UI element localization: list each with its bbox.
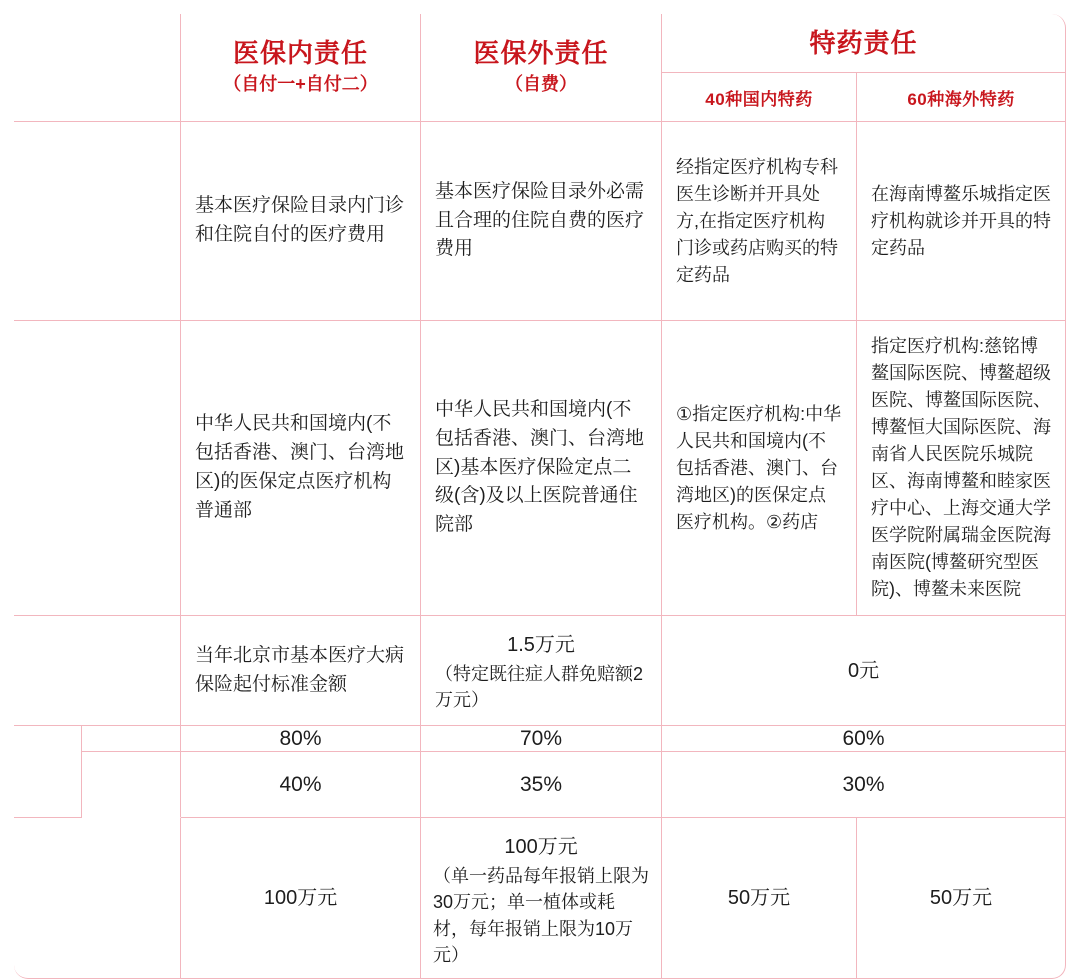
cell-amount-domestic bbox=[662, 818, 857, 978]
cell-coverage-overseas-text: 在海南博鳌乐城指定医疗机构就诊并开具的特定药品 bbox=[871, 183, 1052, 258]
header-title-special-drug: 特药责任 bbox=[809, 27, 918, 58]
header-label-special-domestic: 40种国内特药 bbox=[705, 89, 813, 109]
cell-deductible-out-plan-note: （特定既往症人群免赔额2万元） bbox=[435, 664, 644, 711]
cell-hospital-domestic bbox=[662, 321, 857, 616]
cell-deductible-special bbox=[662, 616, 1066, 726]
row-label-payout-ratio-text: 给付比例 bbox=[23, 743, 72, 798]
header-cell-special-overseas bbox=[857, 73, 1066, 122]
cell-hospital-in-plan bbox=[181, 321, 421, 616]
cell-amount-out-plan-amount: 100万元 bbox=[504, 836, 578, 859]
header-cell-special-domestic bbox=[662, 73, 857, 122]
cell-coverage-out-plan bbox=[421, 122, 662, 321]
table-header-row-primary bbox=[14, 14, 1066, 73]
cell-amount-out-plan bbox=[421, 818, 662, 978]
cell-hospital-out-plan bbox=[421, 321, 662, 616]
header-sub-out-plan: （自费） bbox=[505, 74, 578, 95]
cell-coverage-domestic bbox=[662, 122, 857, 321]
cell-payout-healthy-special-text: 60% bbox=[842, 726, 885, 750]
header-title-in-plan: 医保内责任 bbox=[233, 37, 369, 68]
cell-coverage-out-plan-text: 基本医疗保险目录外必需且合理的住院自费的医疗费用 bbox=[435, 180, 645, 260]
row-label-sub-insured-amount bbox=[14, 818, 181, 978]
table-row-hospital-scope bbox=[14, 321, 1066, 616]
table-row-payout-preexisting bbox=[14, 752, 1066, 818]
table-row-deductible bbox=[14, 616, 1066, 726]
cell-amount-in-plan-text: 100万元 bbox=[263, 887, 338, 910]
product-liability-comparison-table bbox=[14, 14, 1066, 979]
cell-hospital-overseas-text: 指定医疗机构:慈铭博鳌国际医院、博鳌超级医院、博鳌国际医院、博鳌恒大国际医院、海南省人民医院乐城院区、海南博鳌和睦家医疗中心、上海交通大学医学院附属瑞金医院海南医院(博鳌研究型医院)、博鳌未来医院 bbox=[871, 336, 1052, 599]
cell-coverage-domestic-text: 经指定医疗机构专科医生诊断并开具处方,在指定医疗机构门诊或药店购买的特定药品 bbox=[676, 156, 839, 285]
table-row-coverage bbox=[14, 122, 1066, 321]
header-label-product-liability: 产品责任 bbox=[45, 55, 150, 84]
cell-payout-preexisting-in-plan bbox=[181, 752, 421, 818]
cell-deductible-out-plan-amount: 1.5万元 bbox=[507, 634, 575, 656]
header-cell-out-plan bbox=[421, 14, 662, 122]
cell-payout-healthy-special bbox=[662, 726, 1066, 752]
header-title-out-plan: 医保外责任 bbox=[473, 37, 609, 68]
row-label-sub-insured-amount-text: 分项保险金额 bbox=[19, 886, 176, 915]
row-sublabel-preexisting-text: 特定既往症人群 bbox=[89, 760, 173, 809]
cell-deductible-in-plan bbox=[181, 616, 421, 726]
header-sub-in-plan: （自付一+自付二） bbox=[223, 74, 378, 95]
header-cell-special-drug bbox=[662, 14, 1066, 73]
row-sublabel-healthy-text: 健康人群 bbox=[89, 727, 173, 751]
cell-amount-out-plan-note: （单一药品每年报销上限为30万元；单一植体或耗材，每年报销上限为10万元） bbox=[433, 866, 650, 965]
row-label-deductible bbox=[14, 616, 181, 726]
row-label-hospital-scope-text: 医院范围 bbox=[45, 456, 150, 484]
row-sublabel-preexisting bbox=[82, 752, 181, 818]
row-label-payout-ratio bbox=[14, 726, 82, 818]
header-cell-in-plan bbox=[181, 14, 421, 122]
table-row-sub-insured-amount bbox=[14, 818, 1066, 978]
cell-coverage-in-plan bbox=[181, 122, 421, 321]
cell-payout-preexisting-special bbox=[662, 752, 1066, 818]
cell-deductible-special-text: 0元 bbox=[847, 659, 880, 682]
cell-deductible-out-plan bbox=[421, 616, 662, 726]
row-label-coverage bbox=[14, 122, 181, 321]
cell-deductible-in-plan-text: 当年北京市基本医疗大病保险起付标准金额 bbox=[195, 644, 405, 695]
table-row-payout-healthy bbox=[14, 726, 1066, 752]
cell-hospital-domestic-text: ①指定医疗机构:中华人民共和国境内(不包括香港、澳门、台湾地区)的医保定点医疗机构。②药店 bbox=[676, 403, 842, 532]
cell-hospital-overseas bbox=[857, 321, 1066, 616]
cell-amount-overseas bbox=[857, 818, 1066, 978]
cell-payout-preexisting-special-text: 30% bbox=[842, 772, 885, 796]
header-cell-product-liability bbox=[14, 14, 181, 122]
cell-payout-healthy-out-plan-text: 70% bbox=[520, 726, 563, 750]
cell-payout-healthy-in-plan bbox=[181, 726, 421, 752]
cell-amount-overseas-text: 50万元 bbox=[929, 887, 993, 910]
cell-payout-preexisting-out-plan bbox=[421, 752, 662, 818]
cell-hospital-in-plan-text: 中华人民共和国境内(不包括香港、澳门、台湾地区)的医保定点医疗机构普通部 bbox=[195, 413, 405, 521]
cell-amount-domestic-text: 50万元 bbox=[727, 887, 791, 910]
cell-payout-preexisting-in-plan-text: 40% bbox=[279, 772, 322, 796]
row-label-coverage-text: 保障责任 bbox=[45, 209, 150, 237]
cell-payout-preexisting-out-plan-text: 35% bbox=[520, 772, 563, 796]
row-label-deductible-text: 免赔额 bbox=[58, 658, 137, 687]
cell-payout-healthy-out-plan bbox=[421, 726, 662, 752]
cell-coverage-in-plan-text: 基本医疗保险目录内门诊和住院自付的医疗费用 bbox=[195, 195, 405, 245]
row-sublabel-healthy bbox=[82, 726, 181, 752]
row-label-hospital-scope bbox=[14, 321, 181, 616]
cell-coverage-overseas bbox=[857, 122, 1066, 321]
cell-amount-in-plan bbox=[181, 818, 421, 978]
cell-payout-healthy-in-plan-text: 80% bbox=[279, 726, 322, 750]
cell-hospital-out-plan-text: 中华人民共和国境内(不包括香港、澳门、台湾地区)基本医疗保险定点二级(含)及以上医院普通住院部 bbox=[435, 398, 645, 536]
header-label-special-overseas: 60种海外特药 bbox=[907, 89, 1015, 109]
